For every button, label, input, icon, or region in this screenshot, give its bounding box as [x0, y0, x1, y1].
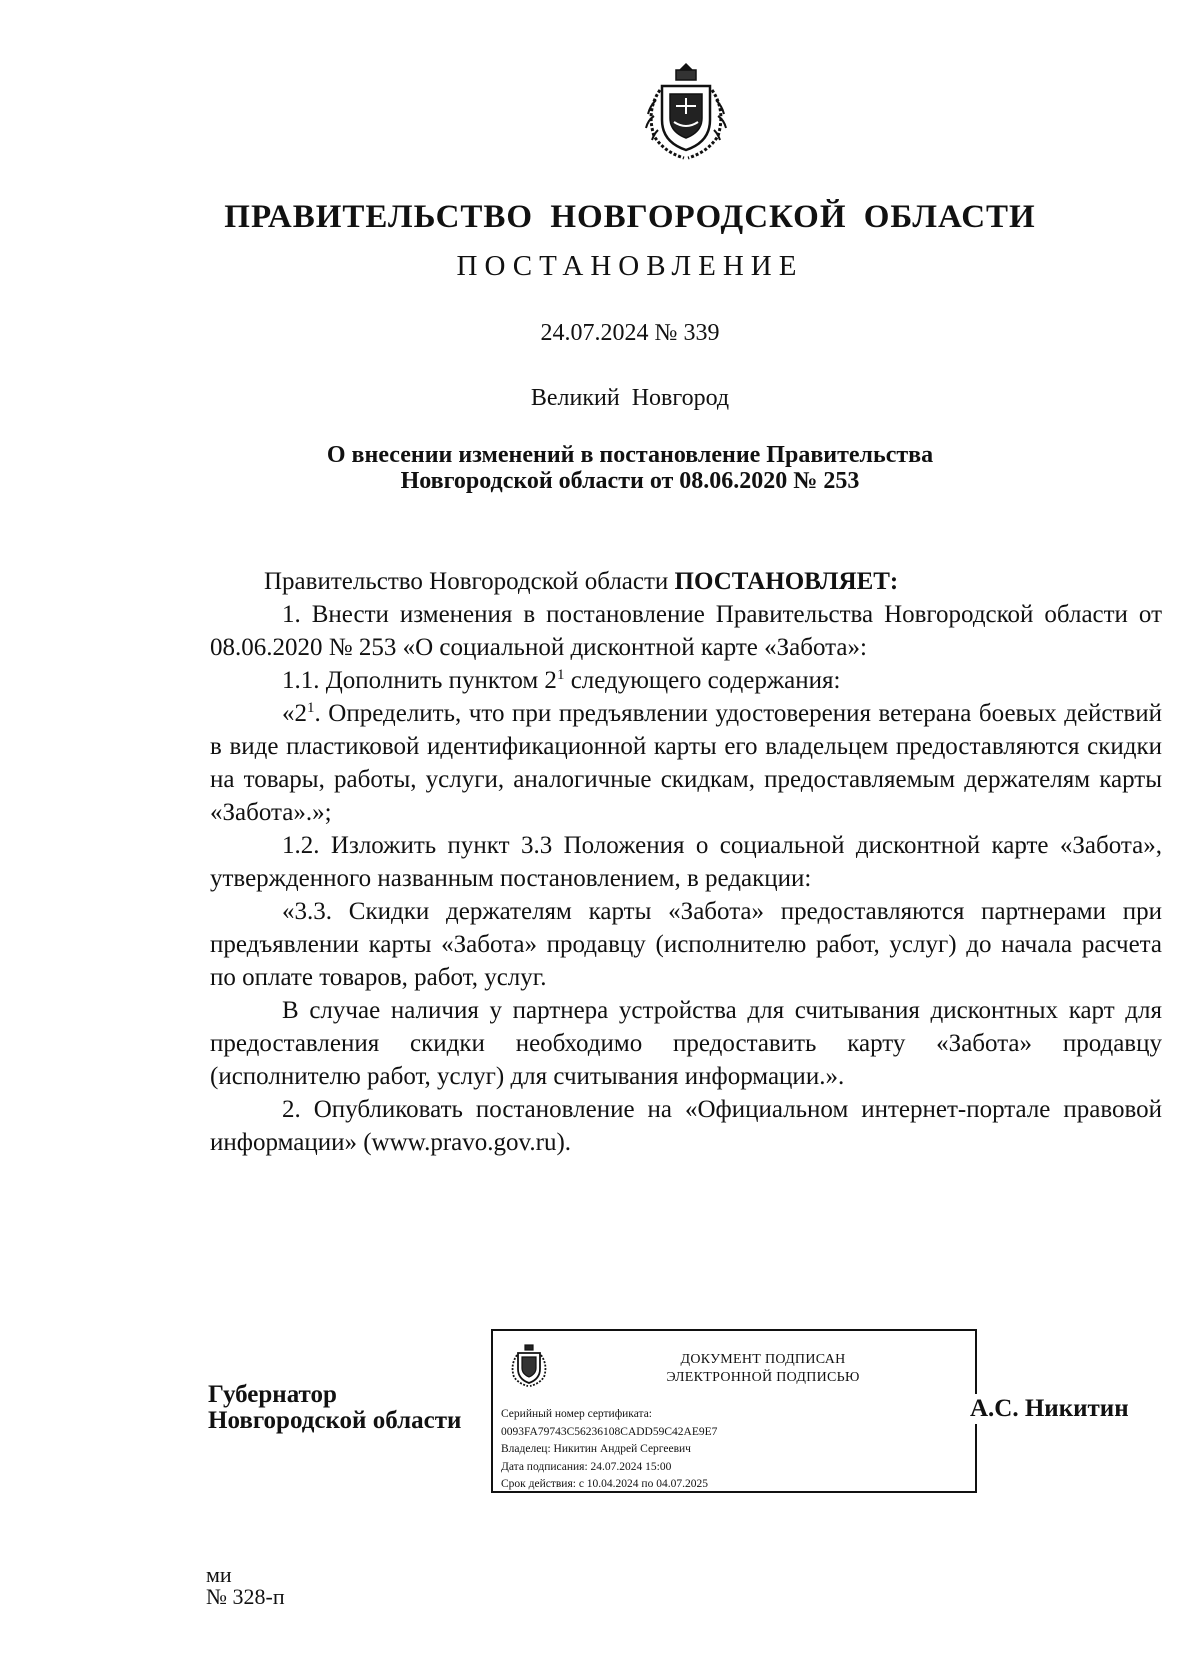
quote-2-1	[210, 697, 1162, 829]
stamp-owner: Владелец: Никитин Андрей Сергеевич	[501, 1443, 691, 1455]
position-line: Губернатор	[208, 1381, 337, 1408]
preamble-text: Правительство Новгородской области	[264, 568, 669, 595]
stamp-title-line: ДОКУМЕНТ ПОДПИСАН	[680, 1352, 846, 1367]
item-1: 1. Внести изменения в постановление Правительства Новгородской области от 08.06.2020 № 253 «О социальной дисконтной карте «Забота»:	[210, 601, 1162, 661]
stamp-validity: Срок действия: с 10.04.2024 по 04.07.2025	[501, 1478, 708, 1490]
executor-note	[206, 1564, 285, 1608]
preamble-verb: ПОСТАНОВЛЯЕТ:	[674, 568, 899, 595]
stamp-cert-label: Серийный номер сертификата:	[501, 1408, 652, 1420]
stamp-title-line: ЭЛЕКТРОННОЙ ПОДПИСЬЮ	[666, 1370, 860, 1385]
subject-line: Новгородской области от 08.06.2020 № 253	[400, 468, 860, 494]
quote-text: «2	[282, 700, 307, 727]
document-date-number: 24.07.2024 № 339	[540, 320, 720, 346]
executor-initials: ми	[206, 1562, 232, 1587]
item-2: 2. Опубликовать постановление на «Официальном интернет-портале правовой информации» (www.pravo.gov.ru).	[210, 1096, 1162, 1156]
superscript: 1	[307, 700, 315, 716]
document-type: ПОСТАНОВЛЕНИЕ	[456, 250, 804, 282]
organization-title: ПРАВИТЕЛЬСТВО НОВГОРОДСКОЙ ОБЛАСТИ	[224, 199, 1036, 235]
stamp-cert-number: 0093FA79743C56236108CADD59C42AE9E7	[501, 1425, 718, 1438]
electronic-signature-stamp	[491, 1329, 977, 1493]
stamp-title	[563, 1351, 963, 1387]
item-1-1	[210, 664, 1162, 697]
document-body	[210, 565, 1162, 1159]
document-subject	[200, 442, 1060, 494]
item-1-1-text: следующего содержания:	[564, 667, 841, 694]
document-place: Великий Новгород	[530, 385, 730, 411]
stamp-signed-date: Дата подписания: 24.07.2024 15:00	[501, 1460, 672, 1473]
stamp-details	[501, 1406, 717, 1494]
document-reference: № 328-п	[206, 1584, 285, 1609]
item-1-1-text: 1.1. Дополнить пунктом 2	[282, 667, 557, 694]
position-line: Новгородской области	[208, 1407, 462, 1434]
quote-3-3-continued: В случае наличия у партнера устройства для считывания дисконтных карт для предоставления скидки необходимо предоставить карту «Забота» продавцу (исполнителю работ, услуг) для считывания информации.».	[210, 997, 1162, 1090]
quote-3-3: «3.3. Скидки держателям карты «Забота» предоставляются партнерами при предъявлении карты «Забота» продавцу (исполнителю работ, услуг) до начала расчета по оплате товаров, работ, услуг.	[210, 898, 1162, 991]
superscript: 1	[556, 667, 565, 683]
coat-of-arms-icon	[640, 60, 732, 160]
signer-name: А.С. Никитин	[970, 1395, 1129, 1422]
quote-text: . Определить, что при предъявлении удостоверения ветерана боевых действий в виде пластиковой идентификационной карты его владельцем предоставляются скидки на товары, работы, услуги, аналогичные скидкам, предоставляемым держателям карты «Забота».»;	[210, 700, 1162, 826]
item-1-2: 1.2. Изложить пункт 3.3 Положения о социальной дисконтной карте «Забота», утвержденного названным постановлением, в редакции:	[210, 832, 1162, 892]
stamp-coat-of-arms-icon	[509, 1343, 549, 1387]
subject-line: О внесении изменений в постановление Правительства	[326, 442, 934, 468]
preamble	[210, 565, 1162, 598]
signatory-position	[208, 1382, 461, 1434]
